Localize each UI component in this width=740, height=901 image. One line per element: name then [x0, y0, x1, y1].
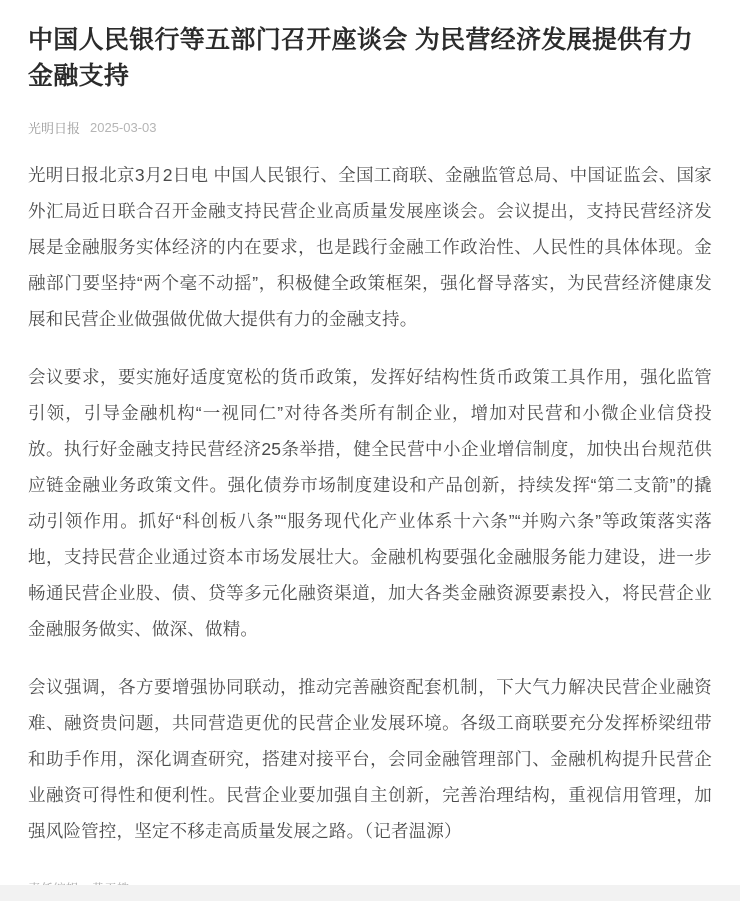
article-paragraph: 光明日报北京3月2日电 中国人民银行、全国工商联、金融监管总局、中国证监会、国家外汇局近日联合召开金融支持民营企业高质量发展座谈会。会议提出，支持民营经济发展是金融服务实体经济的内在要求，也是践行金融工作政治性、人民性的具体体现。金融部门要坚持“两个毫不动摇”，积极健全政策框架，强化督导落实，为民营经济健康发展和民营企业做强做优做大提供有力的金融支持。	[28, 165, 712, 329]
article-body	[28, 157, 712, 849]
article-date: 2025-03-03	[90, 120, 157, 135]
article-paragraph: 会议要求，要实施好适度宽松的货币政策，发挥好结构性货币政策工具作用，强化监管引领，引导金融机构“一视同仁”对待各类所有制企业，增加对民营和小微企业信贷投放。执行好金融支持民营经济25条举措，健全民营中小企业增信制度，加快出台规范供应链金融业务政策文件。强化债券市场制度建设和产品创新，持续发挥“第二支箭”的撬动引领作用。抓好“科创板八条”“服务现代化产业体系十六条”“并购六条”等政策落实落地，支持民营企业通过资本市场发展壮大。金融机构要强化金融服务能力建设，进一步畅通民营企业股、债、贷等多元化融资渠道，加大各类金融资源要素投入，将民营企业金融服务做实、做深、做精。	[28, 367, 712, 639]
article-source: 光明日报	[28, 121, 81, 136]
page-title: 中国人民银行等五部门召开座谈会 为民营经济发展提供有力金融支持	[28, 26, 694, 90]
bottom-strip	[0, 885, 740, 901]
article-paragraph: 会议强调，各方要增强协同联动，推动完善融资配套机制，下大气力解决民营企业融资难、融资贵问题，共同营造更优的民营企业发展环境。各级工商联要充分发挥桥梁纽带和助手作用，深化调查研究，搭建对接平台，会同金融管理部门、金融机构提升民营企业融资可得性和便利性。民营企业要加强自主创新，完善治理结构，重视信用管理，加强风险管控，坚定不移走高质量发展之路。（记者温源）	[28, 677, 712, 841]
article-meta	[28, 118, 712, 137]
